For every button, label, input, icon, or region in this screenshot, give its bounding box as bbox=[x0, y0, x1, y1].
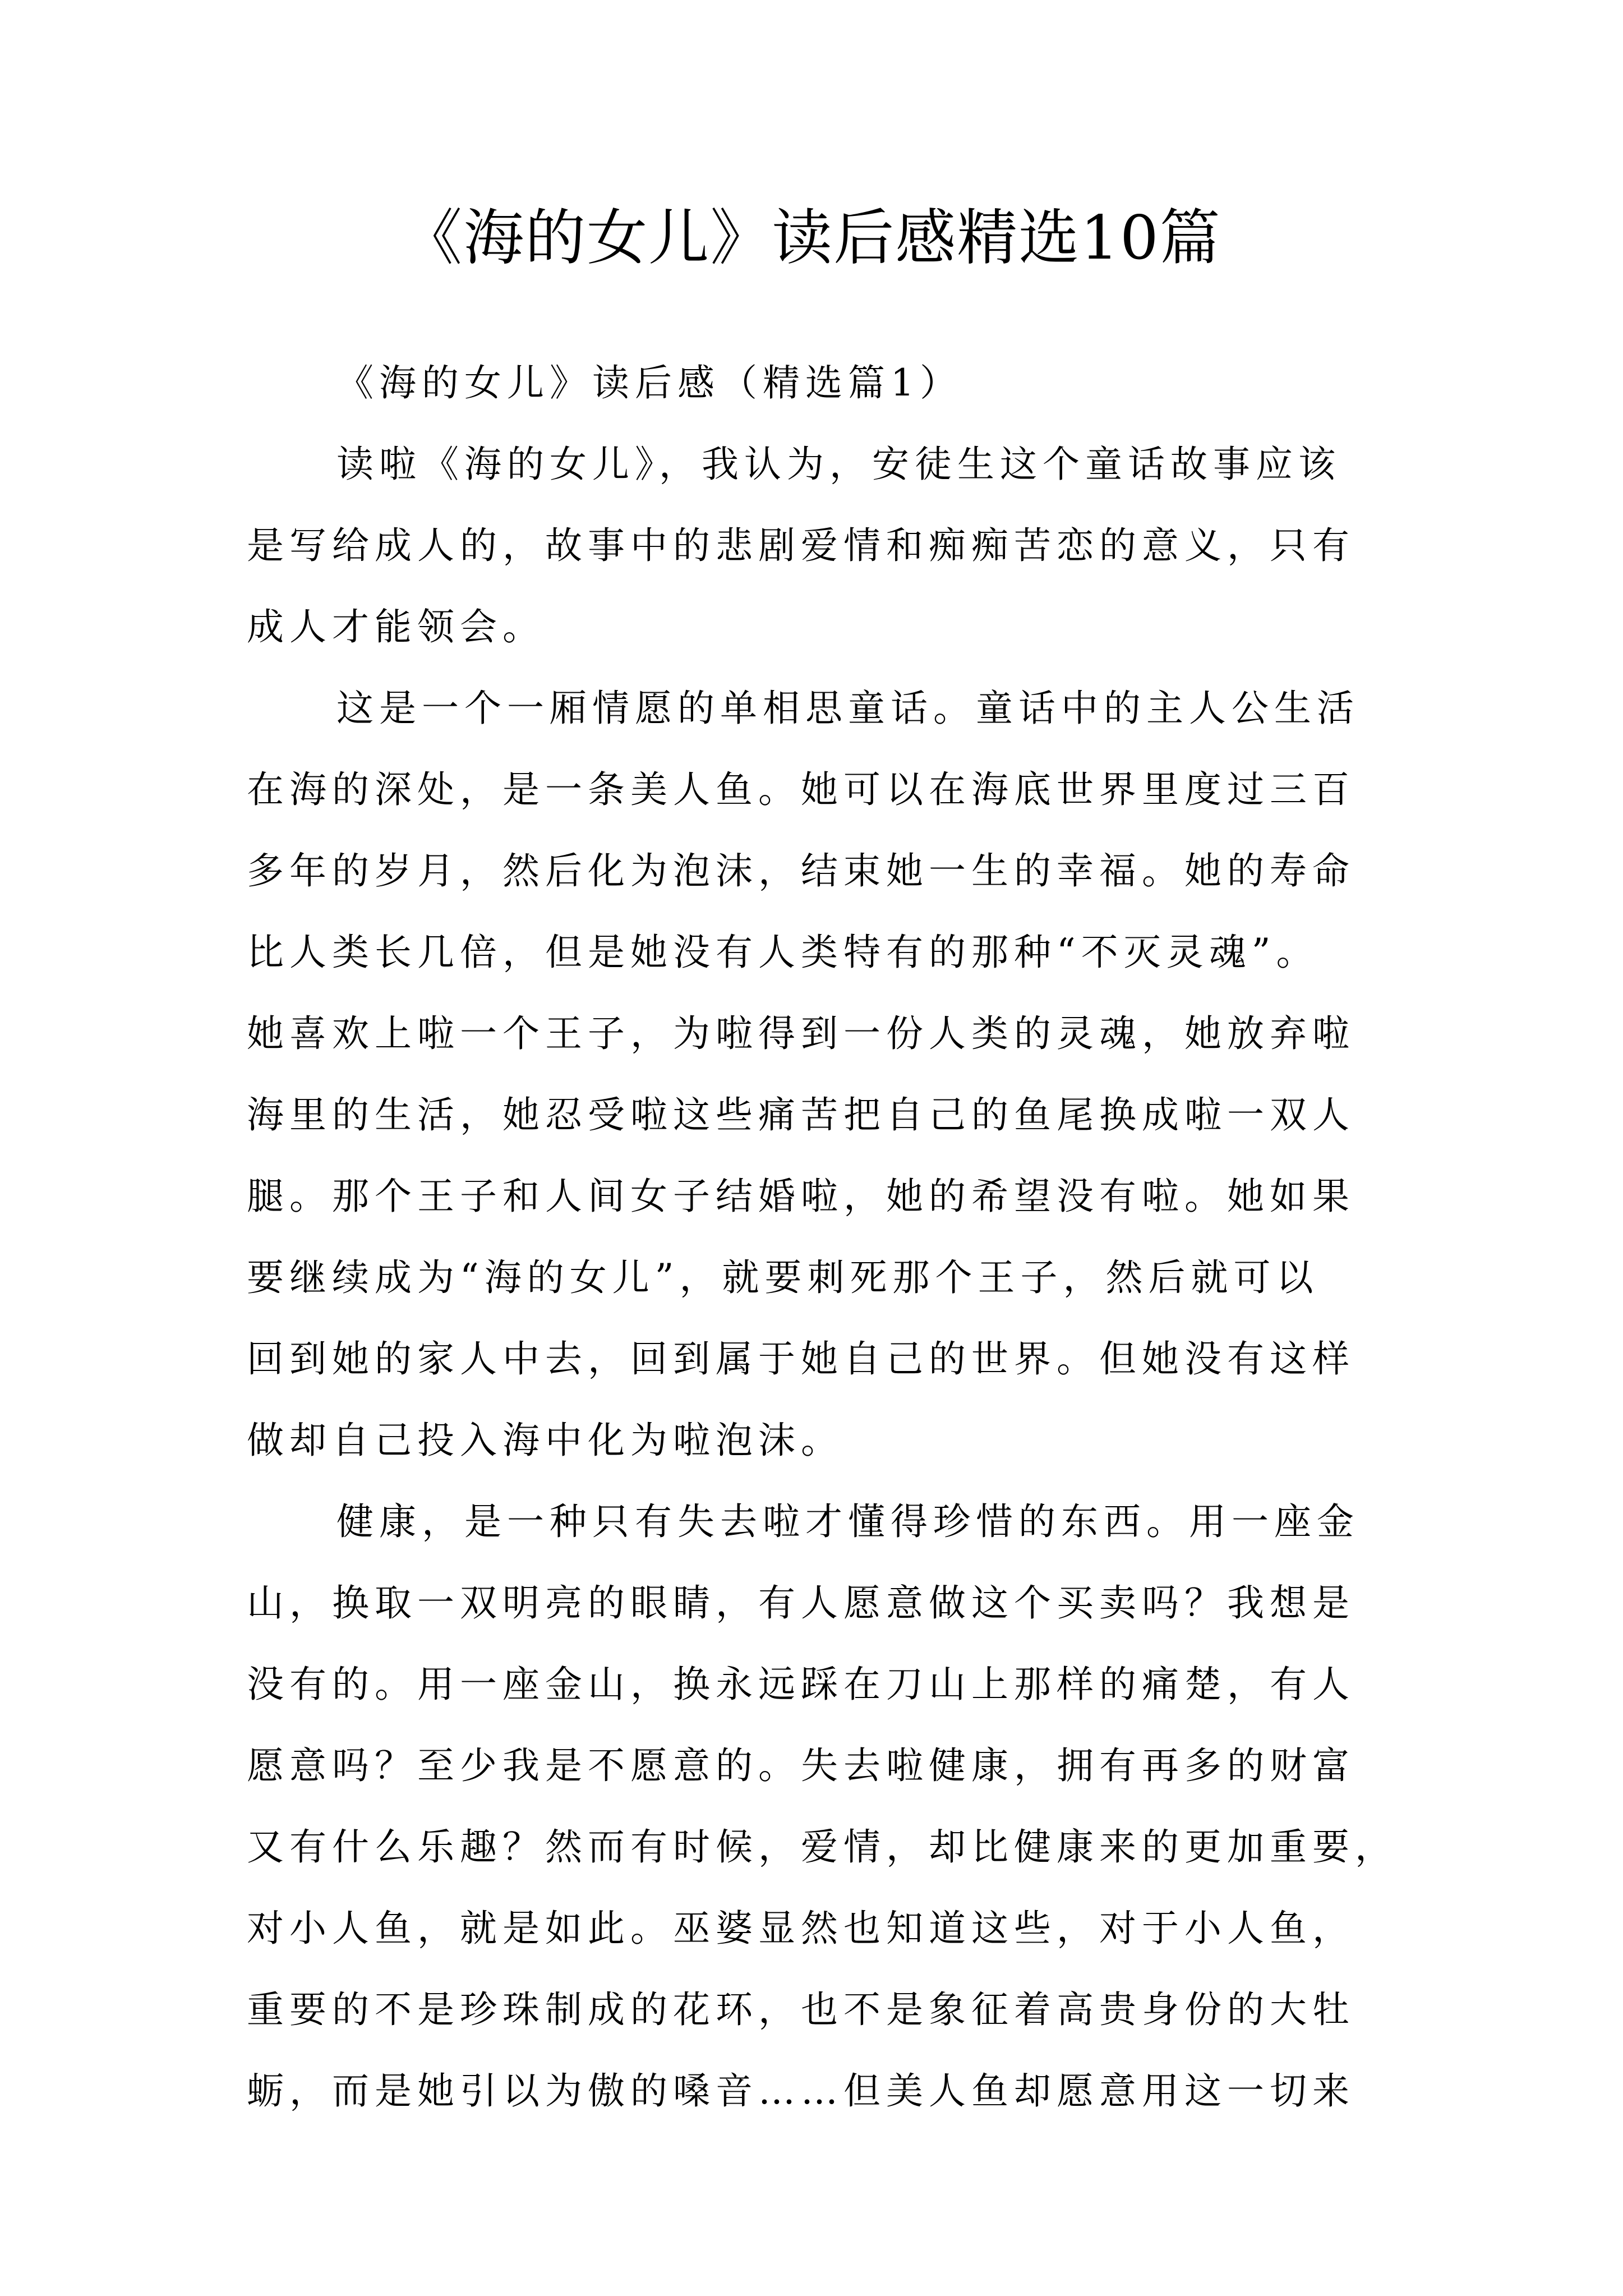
text-line: 做却自己投入海中化为啦泡沫。 bbox=[247, 1419, 843, 1462]
text-line: 在海的深处，是一条美人鱼。她可以在海底世界里度过三百 bbox=[247, 768, 1355, 811]
text-line: 多年的岁月，然后化为泡沫，结束她一生的幸福。她的寿命 bbox=[247, 849, 1355, 892]
text-line: 读啦《海的女儿》，我认为，安徒生这个童话故事应该 bbox=[336, 443, 1341, 486]
text-line: 回到她的家人中去，回到属于她自己的世界。但她没有这样 bbox=[247, 1337, 1355, 1381]
text-line: 山，换取一双明亮的眼睛，有人愿意做这个买卖吗？我想是 bbox=[247, 1581, 1355, 1625]
document-body bbox=[247, 342, 1398, 2132]
section-heading: 《海的女儿》读后感（精选篇1） bbox=[336, 361, 962, 404]
text-line: 重要的不是珍珠制成的花环，也不是象征着高贵身份的大牡 bbox=[247, 1988, 1355, 2031]
text-line: 比人类长几倍，但是她没有人类特有的那种“不灭灵魂”。 bbox=[247, 931, 1319, 974]
text-line: 她喜欢上啦一个王子，为啦得到一份人类的灵魂，她放弃啦 bbox=[247, 1012, 1355, 1055]
text-line: 健康，是一种只有失去啦才懂得珍惜的东西。用一座金 bbox=[336, 1500, 1359, 1543]
text-line: 这是一个一厢情愿的单相思童话。童话中的主人公生活 bbox=[336, 687, 1359, 730]
document-title: 《海的女儿》读后感精选10篇 bbox=[402, 203, 1221, 273]
text-line: 愿意吗？至少我是不愿意的。失去啦健康，拥有再多的财富 bbox=[247, 1744, 1355, 1787]
text-line: 成人才能领会。 bbox=[247, 605, 545, 648]
text-line: 蛎，而是她引以为傲的嗓音……但美人鱼却愿意用这一切来 bbox=[247, 2069, 1355, 2113]
text-line: 对小人鱼，就是如此。巫婆显然也知道这些，对于小人鱼， bbox=[247, 1907, 1355, 1950]
text-line: 腿。那个王子和人间女子结婚啦，她的希望没有啦。她如果 bbox=[247, 1175, 1355, 1218]
text-line: 又有什么乐趣？然而有时候，爱情，却比健康来的更加重要， bbox=[247, 1825, 1398, 1869]
text-line: 没有的。用一座金山，换永远踩在刀山上那样的痛楚，有人 bbox=[247, 1663, 1355, 1706]
text-line: 海里的生活，她忍受啦这些痛苦把自己的鱼尾换成啦一双人 bbox=[247, 1093, 1355, 1137]
text-line: 要继续成为“海的女儿”，就要刺死那个王子，然后就可以 bbox=[247, 1256, 1319, 1299]
text-line: 是写给成人的，故事中的悲剧爱情和痴痴苦恋的意义，只有 bbox=[247, 524, 1355, 567]
